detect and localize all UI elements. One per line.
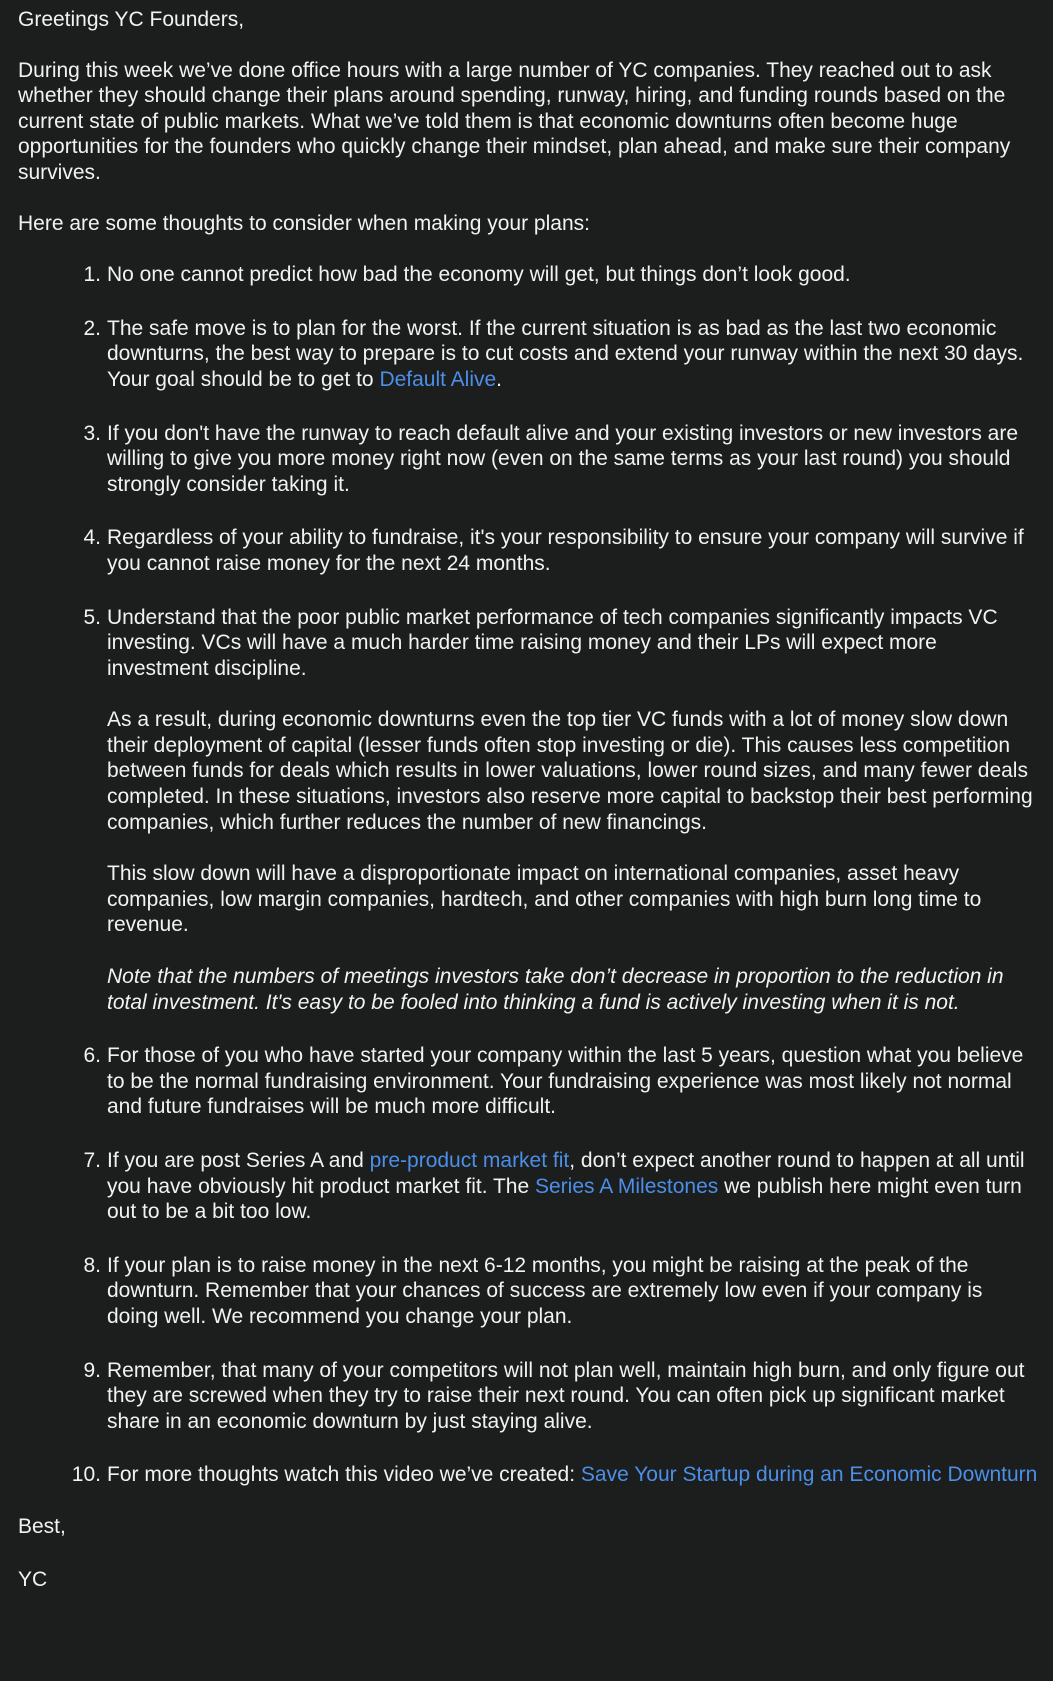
list-item-text: Understand that the poor public market performance of tech companies significantly impacts VC investing. VCs will have a much harder time raising money and their LPs will expect more investment discipline.: [107, 605, 998, 680]
list-item-text: Regardless of your ability to fundraise, it's your responsibility to ensure your company will survive if you cannot raise money for the next 24 months.: [107, 526, 1024, 575]
list-item: [83, 262, 1039, 288]
text-segment: .: [496, 367, 503, 391]
text-segment: , don’t expect another round to happen at all until you have obviously hit product market fit. The: [107, 1149, 1025, 1198]
list-number: 4.: [83, 526, 101, 550]
text-segment: we publish here might even turn out to be a bit too low.: [107, 1174, 1022, 1224]
list-item-text: [107, 1148, 1039, 1225]
list-item: [83, 525, 1039, 576]
save-your-startup-video-link[interactable]: Save Your Startup during an Economic Downturn: [580, 1463, 1038, 1487]
list-item-text: For those of you who have started your company within the last 5 years, question what you believe to be the normal fundraising environment. Your fundraising experience was most likely not normal and future fundraises will be much more difficult.: [107, 1044, 1024, 1119]
list-number: 7.: [83, 1149, 101, 1172]
series-a-milestones-link[interactable]: Series A Milestones: [535, 1174, 719, 1198]
list-number: 10.: [71, 1463, 101, 1487]
list-item: [83, 1253, 1039, 1330]
list-item-paragraph: This slow down will have a disproportionate impact on international companies, asset heavy companies, low margin companies, hardtech, and other companies with high burn long time to revenue.: [107, 862, 982, 937]
thoughts-list: [18, 262, 1039, 1488]
list-number: 1.: [83, 263, 101, 287]
list-item-text: If your plan is to raise money in the next 6-12 months, you might be raising at the peak of the downturn. Remember that your chances of success are extremely low even if your company is doing well. We recommend you change your plan.: [107, 1253, 983, 1328]
list-item-note: Note that the numbers of meetings investors take don’t decrease in proportion to the reduction in total investment. It's easy to be fooled into thinking a fund is actively investing when it is not.: [107, 965, 1004, 1014]
list-item: [71, 1462, 1039, 1488]
list-item-text: No one cannot predict how bad the economy will get, but things don’t look good.: [107, 263, 851, 287]
lead-paragraph: Here are some thoughts to consider when making your plans:: [18, 211, 590, 235]
list-number: 2.: [83, 316, 101, 340]
list-item: [83, 1358, 1039, 1435]
list-item-text: If you don't have the runway to reach default alive and your existing investors or new investors are willing to give you more money right now (even on the same terms as your last round) you should strongly consider taking it.: [107, 421, 1019, 496]
text-segment: For more thoughts watch this video we’ve created:: [107, 1463, 581, 1487]
list-number: 8.: [83, 1253, 101, 1277]
list-number: 5.: [83, 605, 101, 629]
list-item-text: [107, 1462, 1039, 1488]
list-item-paragraph: As a result, during economic downturns even the top tier VC funds with a lot of money slow down their deployment of capital (lesser funds often stop investing or die). This causes less competition between funds for deals which results in lower valuations, lower round sizes, and many fewer deals completed. In these situations, investors also reserve more capital to backstop their best performing companies, which further reduces the number of new financings.: [107, 708, 1033, 834]
list-item: [83, 1148, 1039, 1225]
pre-product-market-fit-link[interactable]: pre-product market fit: [369, 1149, 570, 1172]
greeting: Greetings YC Founders,: [18, 8, 245, 31]
signature: YC: [18, 1567, 48, 1591]
signoff: Best,: [18, 1514, 66, 1538]
list-item: [83, 316, 1039, 393]
list-number: 9.: [83, 1358, 101, 1382]
list-item: [83, 605, 1039, 1016]
text-segment: The safe move is to plan for the worst. If the current situation is as bad as the last two economic downturns, the best way to prepare is to cut costs and extend your runway within the next 30 days. Your goal should be to get to: [107, 316, 1024, 391]
list-item: [83, 421, 1039, 498]
default-alive-link[interactable]: Default Alive: [379, 367, 497, 391]
list-item-text: Remember, that many of your competitors will not plan well, maintain high burn, and only figure out they are screwed when they try to raise their next round. You can often pick up significant market share in an economic downturn by just staying alive.: [107, 1358, 1025, 1433]
text-segment: If you are post Series A and: [107, 1149, 370, 1172]
list-number: 6.: [83, 1044, 101, 1068]
list-item: [83, 1043, 1039, 1120]
list-number: 3.: [83, 421, 101, 445]
intro-paragraph: During this week we’ve done office hours with a large number of YC companies. They reached out to ask whether they should change their plans around spending, runway, hiring, and funding rounds based on the current state of public markets. What we’ve told them is that economic downturns often become huge opportunities for the founders who quickly change their mindset, plan ahead, and make sure their company survives.: [18, 58, 1011, 184]
list-item-text: [107, 316, 1039, 393]
